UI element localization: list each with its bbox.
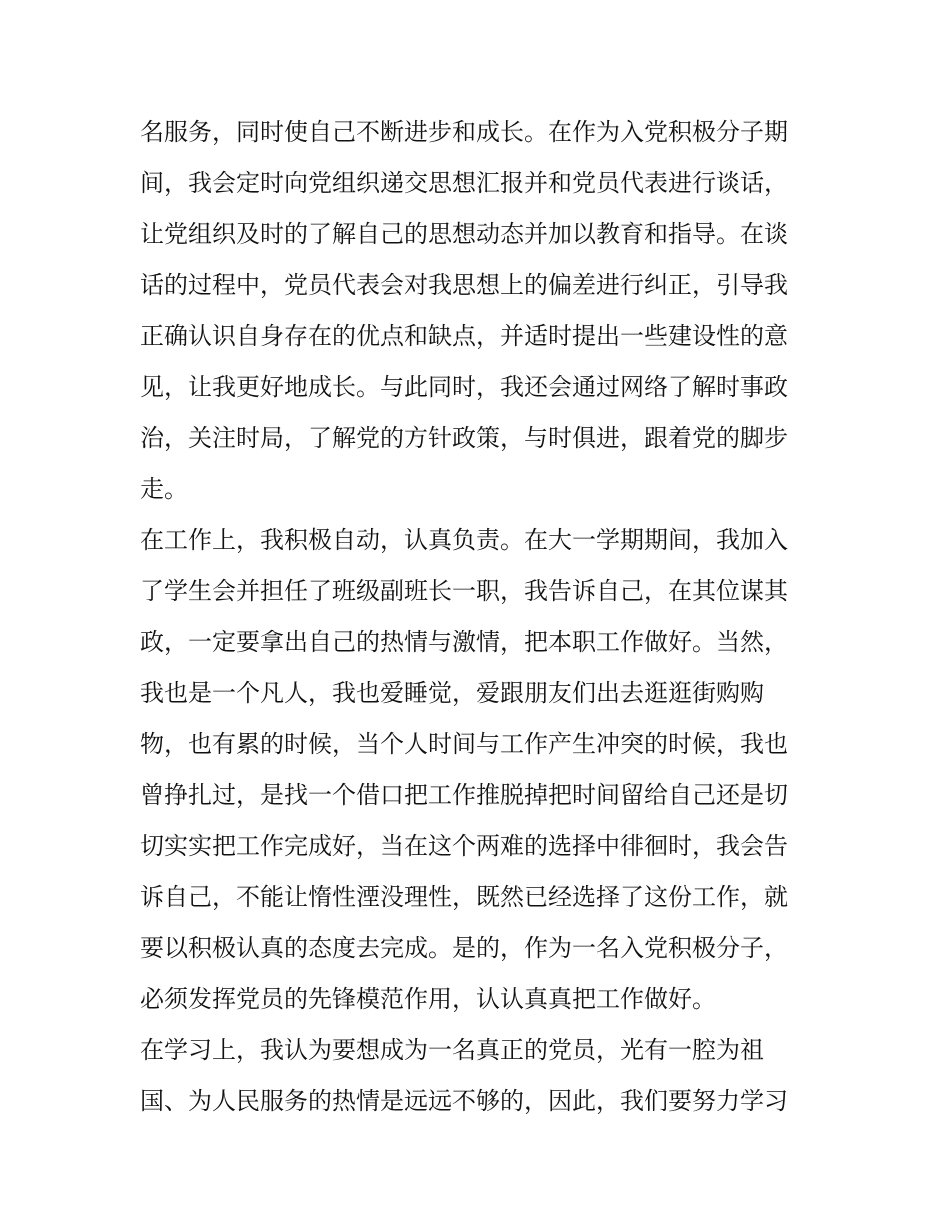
text-line: 在工作上，我积极自动，认真负责。在大一学期期间，我加入 — [140, 526, 788, 554]
text-line: 要以积极认真的态度去完成。是的，作为一名入党积极分子， — [140, 934, 788, 962]
text-line: 物，也有累的时候，当个人时间与工作产生冲突的时候，我也 — [140, 730, 788, 758]
text-line: 名服务，同时使自己不断进步和成长。在作为入党积极分子期 — [140, 118, 788, 146]
text-line: 必须发挥党员的先锋模范作用，认认真真把工作做好。 — [140, 985, 716, 1013]
text-line: 话的过程中，党员代表会对我思想上的偏差进行纠正，引导我 — [140, 271, 788, 299]
text-line: 间，我会定时向党组织递交思想汇报并和党员代表进行谈话， — [140, 169, 788, 197]
text-line: 政，一定要拿出自己的热情与激情，把本职工作做好。当然， — [140, 628, 788, 656]
text-line: 治，关注时局，了解党的方针政策，与时俱进，跟着党的脚步 — [140, 424, 788, 452]
text-line: 我也是一个凡人，我也爱睡觉，爱跟朋友们出去逛逛街购购 — [140, 679, 764, 707]
text-line: 让党组织及时的了解自己的思想动态并加以教育和指导。在谈 — [140, 220, 788, 248]
text-line: 走。 — [140, 475, 188, 503]
text-line: 切实实把工作完成好，当在这个两难的选择中徘徊时，我会告 — [140, 832, 788, 860]
document-body — [140, 107, 820, 1127]
text-line: 了学生会并担任了班级副班长一职，我告诉自己，在其位谋其 — [140, 577, 788, 605]
text-line: 国、为人民服务的热情是远远不够的，因此，我们要努力学习 — [140, 1087, 788, 1115]
text-line: 见，让我更好地成长。与此同时，我还会通过网络了解时事政 — [140, 373, 788, 401]
text-line: 诉自己，不能让惰性湮没理性，既然已经选择了这份工作，就 — [140, 883, 788, 911]
text-line: 曾挣扎过，是找一个借口把工作推脱掉把时间留给自己还是切 — [140, 781, 788, 809]
text-line: 在学习上，我认为要想成为一名真正的党员，光有一腔为祖 — [140, 1036, 764, 1064]
text-line: 正确认识自身存在的优点和缺点，并适时提出一些建设性的意 — [140, 322, 788, 350]
